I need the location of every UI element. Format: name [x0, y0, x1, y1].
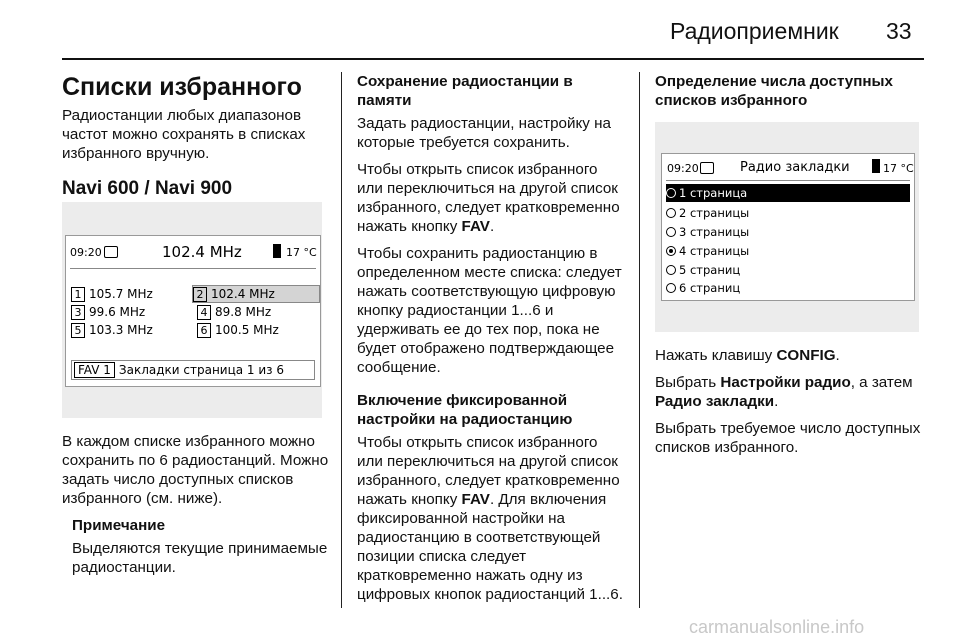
- signal-icon: [273, 244, 281, 258]
- radio-icon: [666, 283, 676, 293]
- section-heading: Списки избранного: [62, 73, 302, 101]
- list-option-4[interactable]: [666, 242, 749, 260]
- menu-title: Радио закладки: [740, 160, 850, 175]
- list-option-1[interactable]: [666, 184, 910, 202]
- save-heading: Сохранение радиостанции в памяти: [357, 73, 573, 109]
- frequency-title: 102.4 MHz: [162, 243, 242, 261]
- preset-number: 3: [71, 305, 85, 320]
- menu-radio-bookmarks: Радио закладки: [655, 393, 775, 410]
- page-number: 33: [886, 18, 912, 44]
- clock: 09:20: [70, 246, 102, 259]
- column-divider-1: [341, 72, 342, 608]
- option-label: 2 страницы: [679, 206, 750, 220]
- fav-page-text: Закладки страница 1 из 6: [118, 363, 284, 377]
- screen-divider: [70, 268, 316, 269]
- select-paragraph: Выбрать требуемое число доступных списков избранного.: [655, 420, 921, 456]
- fav-tag: FAV 1: [74, 362, 115, 378]
- intro-paragraph: Радиостанции любых диапазонов частот можно сохранять в списках избранного вручную.: [62, 107, 306, 162]
- note-title: Примечание: [72, 517, 166, 534]
- column-3-lower: [655, 346, 930, 465]
- save-paragraph-2: Чтобы открыть список избранного или переключиться на другой список избранного, следует кратковременно нажать кнопку FAV.: [357, 161, 620, 235]
- radio-icon: [666, 265, 676, 275]
- preset-2-selected[interactable]: [192, 285, 320, 303]
- list-option-5[interactable]: [666, 261, 740, 279]
- preset-frequency: 89.8 MHz: [215, 305, 272, 319]
- list-option-2[interactable]: [666, 204, 749, 222]
- favourites-bar: [71, 360, 315, 380]
- option-label: 6 страниц: [679, 281, 741, 295]
- recall-heading: Включение фиксированной настройки на радиостанцию: [357, 392, 573, 428]
- radio-checked-icon: [666, 246, 676, 256]
- save-paragraph-3: Чтобы сохранить радиостанцию в определенном месте списка: следует нажать соответствующую цифровую кнопку радиостанции 1...6 и удерживать ее до тех пор, пока не будет отображено подтверждающее сообщение.: [357, 245, 622, 376]
- preset-5[interactable]: [71, 322, 153, 338]
- radio-display: [65, 235, 321, 387]
- preset-frequency: 99.6 MHz: [89, 305, 146, 319]
- list-option-3[interactable]: [666, 223, 749, 241]
- radio-icon: [666, 208, 676, 218]
- save-paragraph-1: Задать радиостанции, настройку на которые требуется сохранить.: [357, 115, 611, 151]
- preset-frequency: 103.3 MHz: [89, 323, 153, 337]
- body-paragraph: В каждом списке избранного можно сохранить по 6 радиостанций. Можно задать число доступных списков избранного (см. ниже).: [62, 433, 329, 507]
- section-title: Радиоприемник: [670, 18, 839, 44]
- temperature: 17 °C: [883, 162, 914, 175]
- preset-frequency: 100.5 MHz: [215, 323, 279, 337]
- preset-6[interactable]: [197, 322, 279, 338]
- radio-icon: [666, 188, 676, 198]
- column-1: [62, 72, 330, 201]
- navi-screenshot-panel: [62, 202, 322, 418]
- fav-key: FAV: [461, 218, 490, 235]
- preset-number: 4: [197, 305, 211, 320]
- preset-number: 1: [71, 287, 85, 302]
- preset-number: 5: [71, 323, 85, 338]
- preset-number: 6: [197, 323, 211, 338]
- note-text: Выделяются текущие принимаемые радиостанции.: [72, 540, 328, 576]
- menu-radio-settings: Настройки радио: [720, 374, 851, 391]
- column-divider-2: [639, 72, 640, 608]
- screen-divider: [666, 180, 910, 181]
- column-1-lower: [62, 432, 330, 577]
- preset-frequency: 102.4 MHz: [211, 287, 275, 301]
- preset-frequency: 105.7 MHz: [89, 287, 153, 301]
- lists-heading: Определение числа доступных списков избранного: [655, 73, 893, 109]
- navi-subheading: Navi 600 / Navi 900: [62, 178, 233, 199]
- column-2: [357, 72, 627, 612]
- bookmarks-display: [661, 153, 915, 301]
- config-key: CONFIG: [776, 347, 836, 364]
- signal-icon: [872, 159, 880, 173]
- column-3: [655, 72, 925, 114]
- preset-4[interactable]: [197, 304, 271, 320]
- watermark: carmanualsonline.info: [689, 617, 865, 637]
- preset-1[interactable]: [71, 286, 153, 302]
- recall-paragraph: Чтобы открыть список избранного или переключиться на другой список избранного, следует кратковременно нажать кнопку FAV. Для включения фиксированной настройки на радиостанцию в соответствующей позиции списка следует кратковременно нажать одну из цифровых кнопок радиостанций 1...6.: [357, 434, 623, 603]
- radio-icon: [666, 227, 676, 237]
- fav-key: FAV: [461, 491, 490, 508]
- bookmarks-screenshot-panel: [655, 122, 919, 332]
- menu-path-paragraph: Выбрать Настройки радио, а затем Радио закладки.: [655, 374, 913, 410]
- option-label: 5 страниц: [679, 263, 741, 277]
- list-option-6[interactable]: [666, 279, 740, 297]
- clock: 09:20: [667, 162, 699, 175]
- option-label: 3 страницы: [679, 225, 750, 239]
- option-label: 1 страница: [679, 186, 748, 200]
- preset-number: 2: [193, 287, 207, 302]
- header-rule: [62, 58, 924, 60]
- temperature: 17 °C: [286, 246, 317, 259]
- radio-icon: [700, 162, 714, 174]
- preset-3[interactable]: [71, 304, 145, 320]
- radio-icon: [104, 246, 118, 258]
- option-label: 4 страницы: [679, 244, 750, 258]
- config-paragraph: Нажать клавишу CONFIG.: [655, 347, 840, 364]
